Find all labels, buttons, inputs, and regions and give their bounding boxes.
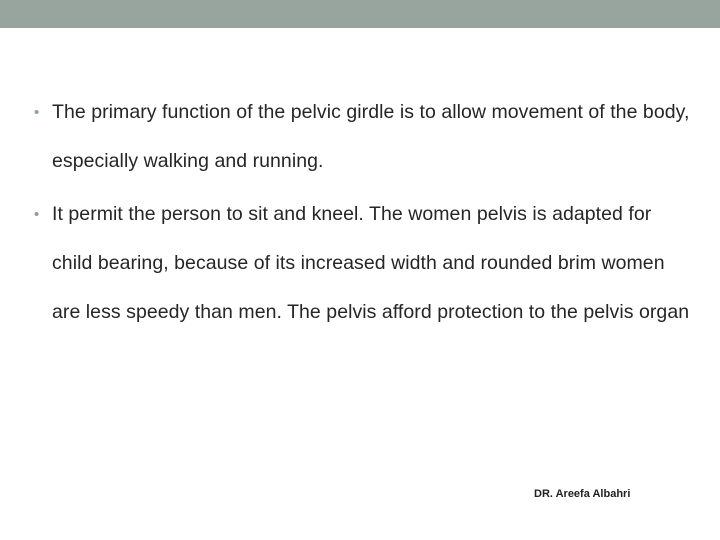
author-credit: DR. Areefa Albahri <box>534 488 631 500</box>
bullet-point-2 <box>34 190 694 337</box>
bullet-point-1 <box>34 88 694 186</box>
bullet-icon: • <box>34 104 40 121</box>
slide-content <box>34 88 694 337</box>
header-bar <box>0 0 720 28</box>
bullet-text: The primary function of the pelvic girdle is to allow movement of the body, especially walking and running. <box>52 101 690 172</box>
bullet-text: It permit the person to sit and kneel. The women pelvis is adapted for child bearing, because of its increased width and rounded brim women are less speedy than men. The pelvis afford protection to the pelvis organ <box>52 203 690 323</box>
bullet-icon: • <box>34 206 40 223</box>
